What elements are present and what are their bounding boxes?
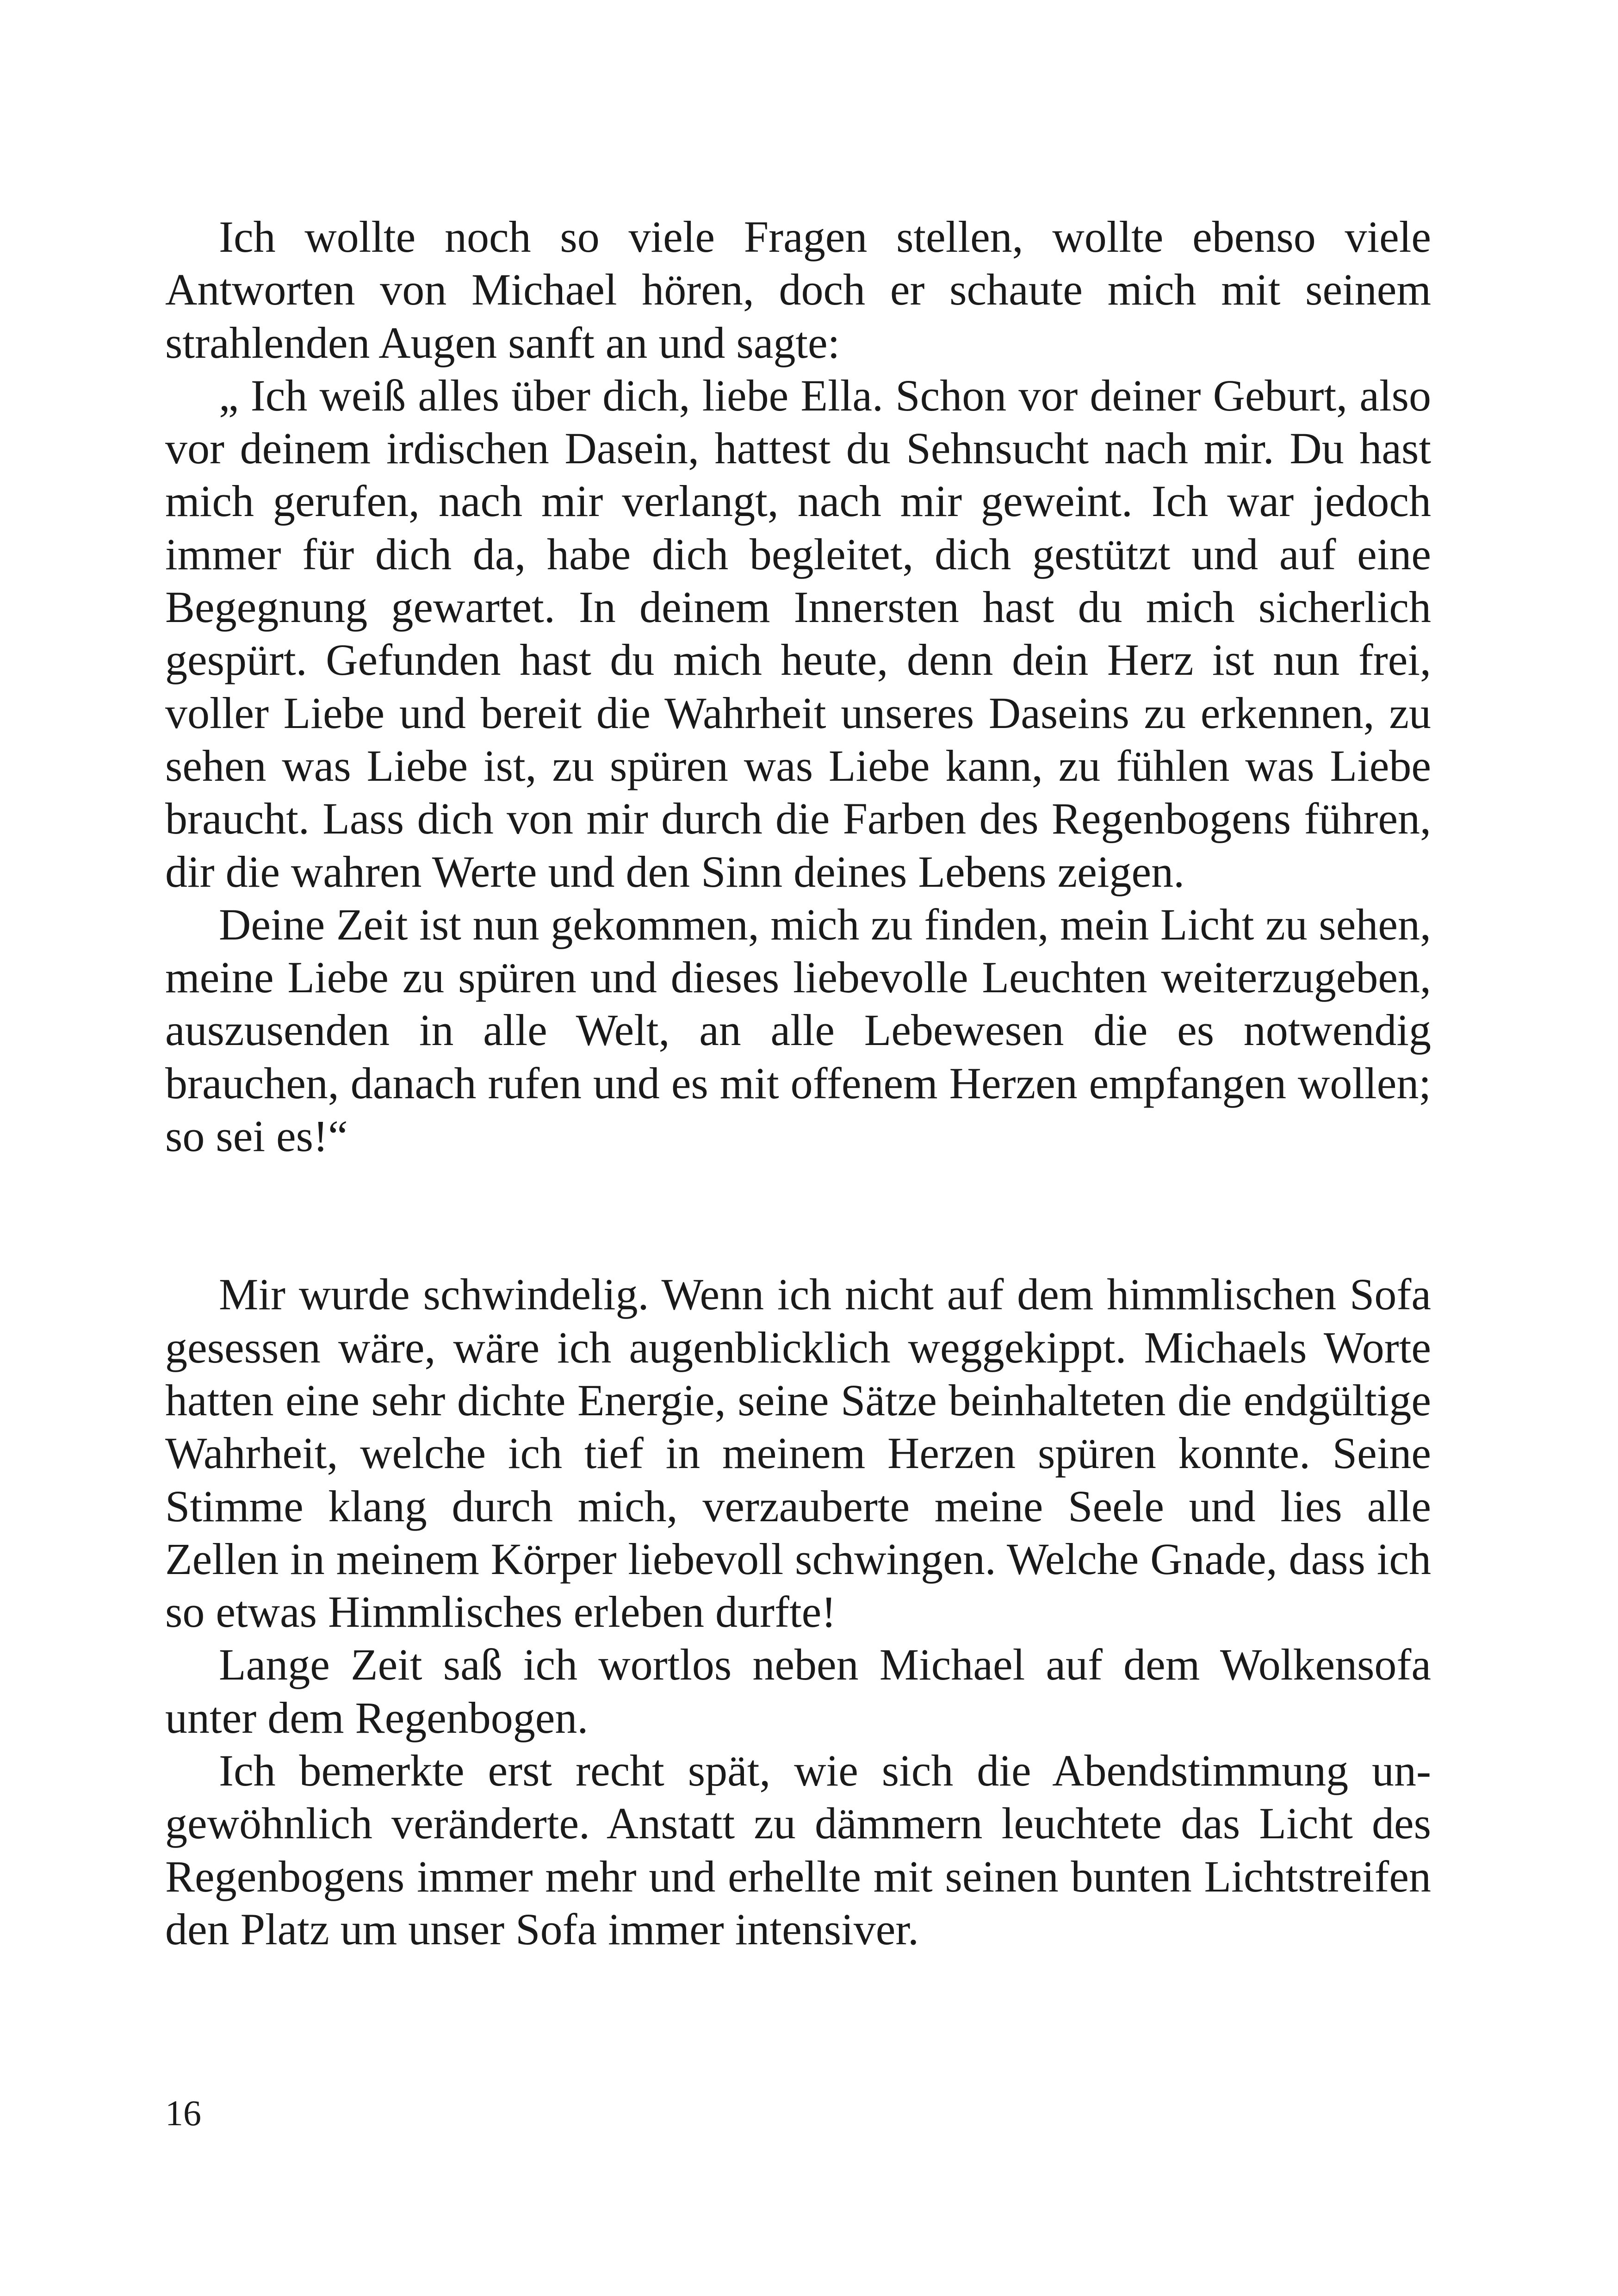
section-gap — [165, 1163, 1431, 1268]
paragraph: Ich bemerkte erst recht spät, wie sich die Abendstimmung ungewöhnlich veränderte. Anstatt zu dämmern leuchtete das Licht des Regenbogens immer mehr und erhellte mit seinen bunten Lichtstreifen den Platz um unser Sofa immer intensiver. — [165, 1746, 1431, 1954]
body-text — [165, 211, 1431, 1956]
paragraph: Lange Zeit saß ich wortlos neben Michael auf dem Wolkensofa unter dem Regenbogen. — [165, 1640, 1431, 1742]
paragraph: Mir wurde schwindelig. Wenn ich nicht auf dem himmlischen Sofa gesessen wäre, wäre ich augenblicklich weggekippt. Michaels Worte hatten eine sehr dichte Energie, seine Sätze beinhalteten die endgültige Wahrheit, welche ich tief in meinem Herzen spüren konnte. Seine Stimme klang durch mich, verzauberte meine Seele und lies alle Zellen in meinem Körper liebevoll schwingen. Welche Gnade, dass ich so etwas Himmlisches erleben durfte! — [165, 1269, 1431, 1637]
page-number: 16 — [165, 2093, 201, 2133]
paragraph: „ Ich weiß alles über dich, liebe Ella. Schon vor deiner Geburt, also vor deinem irdischen Dasein, hattest du Sehnsucht nach mir. Du hast mich gerufen, nach mir verlangt, nach mir geweint. Ich war jedoch immer für dich da, habe dich begleitet, dich gestützt und auf eine Begegnung gewartet. In deinem Innersten hast du mich sicherlich gespürt. Gefunden hast du mich heute, denn dein Herz ist nun frei, voller Liebe und bereit die Wahrheit unseres Daseins zu erkennen, zu sehen was Liebe ist, zu spüren was Liebe kann, zu fühlen was Liebe braucht. Lass dich von mir durch die Farben des Regenbogens führen, dir die wahren Werte und den Sinn deines Lebens zeigen. — [165, 370, 1431, 896]
paragraph: Deine Zeit ist nun gekommen, mich zu finden, mein Licht zu sehen, meine Liebe zu spüren und dieses liebevolle Leuchten weiterzugeben, auszusenden in alle Welt, an alle Lebewesen die es notwendig brauchen, danach rufen und es mit offenem Herzen empfangen wollen; so sei es!“ — [165, 899, 1431, 1161]
paragraph: Ich wollte noch so viele Fragen stellen, wollte ebenso viele Antworten von Michael hören, doch er schaute mich mit seinem strahlenden Augen sanft an und sagte: — [165, 212, 1431, 367]
